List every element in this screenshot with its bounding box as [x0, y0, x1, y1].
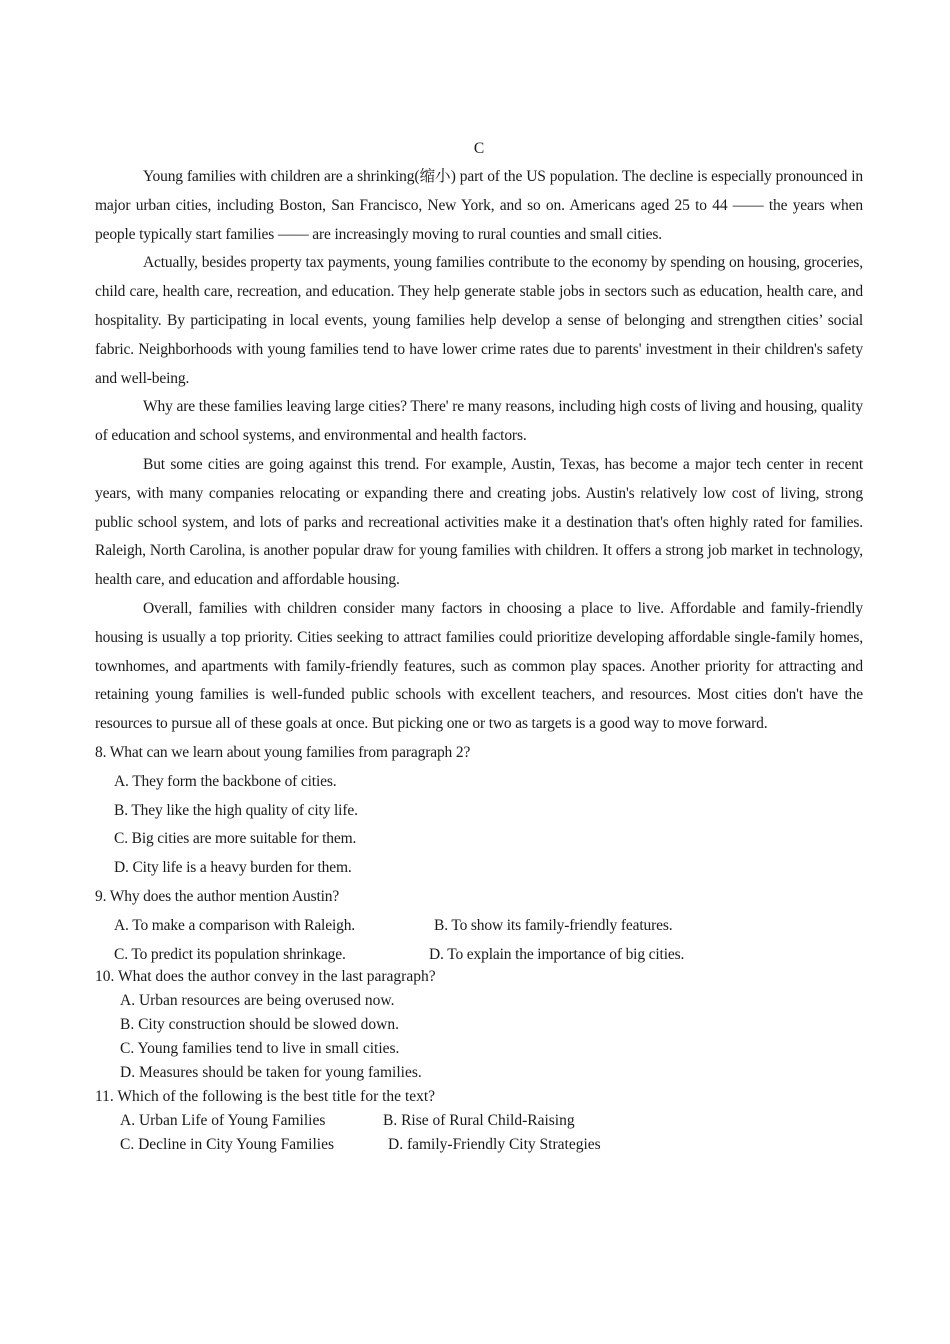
paragraph-1: Young families with children are a shrinking(缩小) part of the US population. The decline is especially pronounced in major urban cities, including Boston, San Francisco, New York, and so on. Americans aged 25 to 44 —— the years when people typically start families —— are increasingly moving to rural counties and small cities. [95, 168, 863, 243]
question-stem: 11. Which of the following is the best title for the text? [95, 1087, 436, 1105]
paragraph-4: But some cities are going against this trend. For example, Austin, Texas, has become a major tech center in recent years, with many companies relocating or expanding there and creating jobs. Austin's relatively low cost of living, strong public school system, and lots of parks and recreational activities make it a destination that's often highly rated for families. Raleigh, North Carolina, is another popular draw for young families with children. It offers a strong job market in technology, health care, and education and affordable housing. [95, 455, 863, 589]
option-row [95, 912, 863, 941]
option-row [95, 1133, 863, 1157]
option-a: A. To make a comparison with Raleigh. [114, 916, 356, 934]
question-8 [95, 739, 863, 883]
option-c: C. To predict its population shrinkage. [114, 945, 346, 963]
option-d: D. To explain the importance of big cities. [429, 945, 685, 963]
option-d: D. City life is a heavy burden for them. [114, 859, 352, 877]
question-stem: 8. What can we learn about young families from paragraph 2? [95, 743, 471, 761]
option-a: A. Urban resources are being overused now. [120, 991, 395, 1009]
question-10 [95, 965, 863, 1085]
option-b: B. City construction should be slowed down. [120, 1015, 399, 1033]
option-row [95, 1109, 863, 1133]
option-c: C. Decline in City Young Families [120, 1135, 334, 1153]
option-a: A. They form the backbone of cities. [114, 772, 337, 790]
option-b: B. They like the high quality of city life. [114, 801, 358, 819]
paragraph-2: Actually, besides property tax payments, young families contribute to the economy by spending on housing, groceries, child care, health care, recreation, and education. They help generate stable jobs in sectors such as education, health care, and hospitality. By participating in local events, young families help develop a sense of belonging and strengthen cities’ social fabric. Neighborhoods with young families tend to have lower crime rates due to parents' investment in their children's safety and well-being. [95, 254, 863, 387]
paragraph-3: Why are these families leaving large cities? There' re many reasons, including high costs of living and housing, quality of education and school systems, and environmental and health factors. [95, 398, 863, 445]
question-stem: 10. What does the author convey in the last paragraph? [95, 967, 436, 985]
option-b: B. Rise of Rural Child-Raising [383, 1111, 575, 1129]
option-row [95, 941, 863, 965]
question-11 [95, 1085, 863, 1157]
option-b: B. To show its family-friendly features. [434, 916, 673, 934]
question-9 [95, 883, 863, 965]
paragraph-5: Overall, families with children consider many factors in choosing a place to live. Affordable and family-friendly housing is usually a top priority. Cities seeking to attract families could prioritize developing affordable single-family homes, townhomes, and apartments with family-friendly features, such as common play spaces. Another priority for attracting and retaining young families is well-funded public schools with excellent teachers, and resources. Most cities don't have the resources to pursue all of these goals at once. But picking one or two as targets is a good way to move forward. [95, 599, 863, 733]
option-d: D. Measures should be taken for young families. [120, 1063, 422, 1081]
option-d: D. family-Friendly City Strategies [388, 1135, 601, 1153]
option-c: C. Big cities are more suitable for them. [114, 830, 357, 848]
section-label: C [473, 140, 485, 157]
reading-passage-page [95, 134, 863, 1157]
option-c: C. Young families tend to live in small cities. [120, 1039, 400, 1057]
option-a: A. Urban Life of Young Families [120, 1111, 326, 1129]
question-stem: 9. Why does the author mention Austin? [95, 887, 340, 905]
